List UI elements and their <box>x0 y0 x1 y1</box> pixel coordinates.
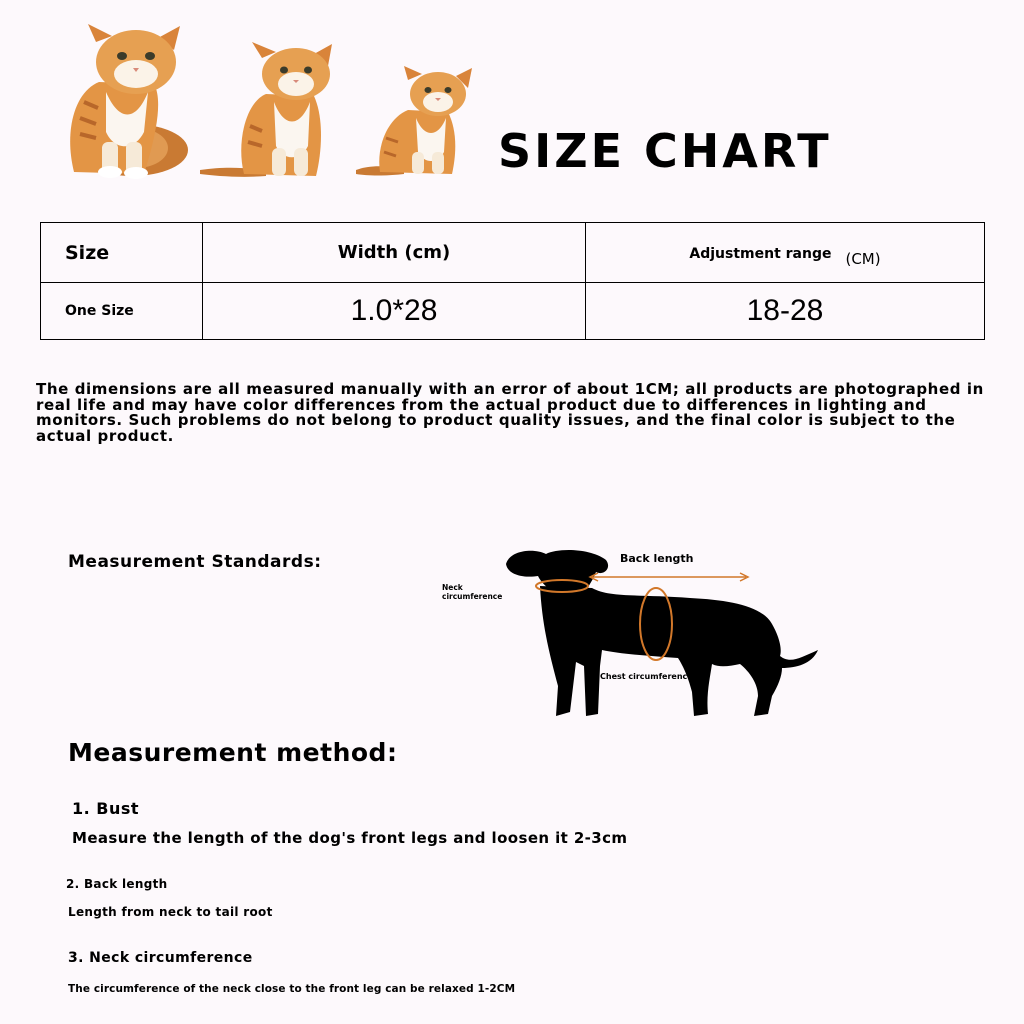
label-chest: Chest circumference <box>600 672 693 681</box>
header-adjustment <box>586 223 985 283</box>
page-title: SIZE CHART <box>498 124 832 178</box>
measurement-method-heading: Measurement method: <box>68 738 398 767</box>
method-item-1-text: Measure the length of the dog's front legs and loosen it 2-3cm <box>72 829 628 847</box>
header-size: Size <box>41 223 203 283</box>
label-neck-line2: circumference <box>442 592 503 601</box>
cat-large-image <box>44 22 190 178</box>
disclaimer-text: The dimensions are all measured manually with an error of about 1CM; all products are photographed in real life and may have color differences from the actual product due to differences in lighting and monitors. Such problems do not belong to product quality issues, and the final color is subject to the actual product. <box>36 380 984 445</box>
measurement-standards-heading: Measurement Standards: <box>68 552 322 572</box>
header-width: Width (cm) <box>203 223 586 283</box>
table-header-row <box>41 223 985 283</box>
header-adjustment-label: Adjustment range <box>689 245 832 262</box>
cat-medium-image <box>196 42 342 180</box>
cell-width: 1.0*28 <box>203 283 586 340</box>
method-item-2-title: 2. Back length <box>66 877 168 891</box>
label-neck-line1: Neck <box>442 583 463 592</box>
method-item-2-text: Length from neck to tail root <box>68 905 273 919</box>
label-chest-clip <box>600 672 712 684</box>
method-item-3-text: The circumference of the neck close to the front leg can be relaxed 1-2CM <box>68 983 516 995</box>
cat-small-image <box>352 66 480 178</box>
cell-adjustment: 18-28 <box>586 283 985 340</box>
label-back-length: Back length <box>620 552 694 565</box>
method-item-3-title: 3. Neck circumference <box>68 950 253 966</box>
cell-size: One Size <box>41 283 203 340</box>
header-adjustment-unit: (CM) <box>845 249 881 268</box>
table-row <box>41 283 985 340</box>
method-item-1-title: 1. Bust <box>72 799 140 818</box>
size-table <box>40 222 985 340</box>
dog-silhouette-image <box>500 546 830 722</box>
